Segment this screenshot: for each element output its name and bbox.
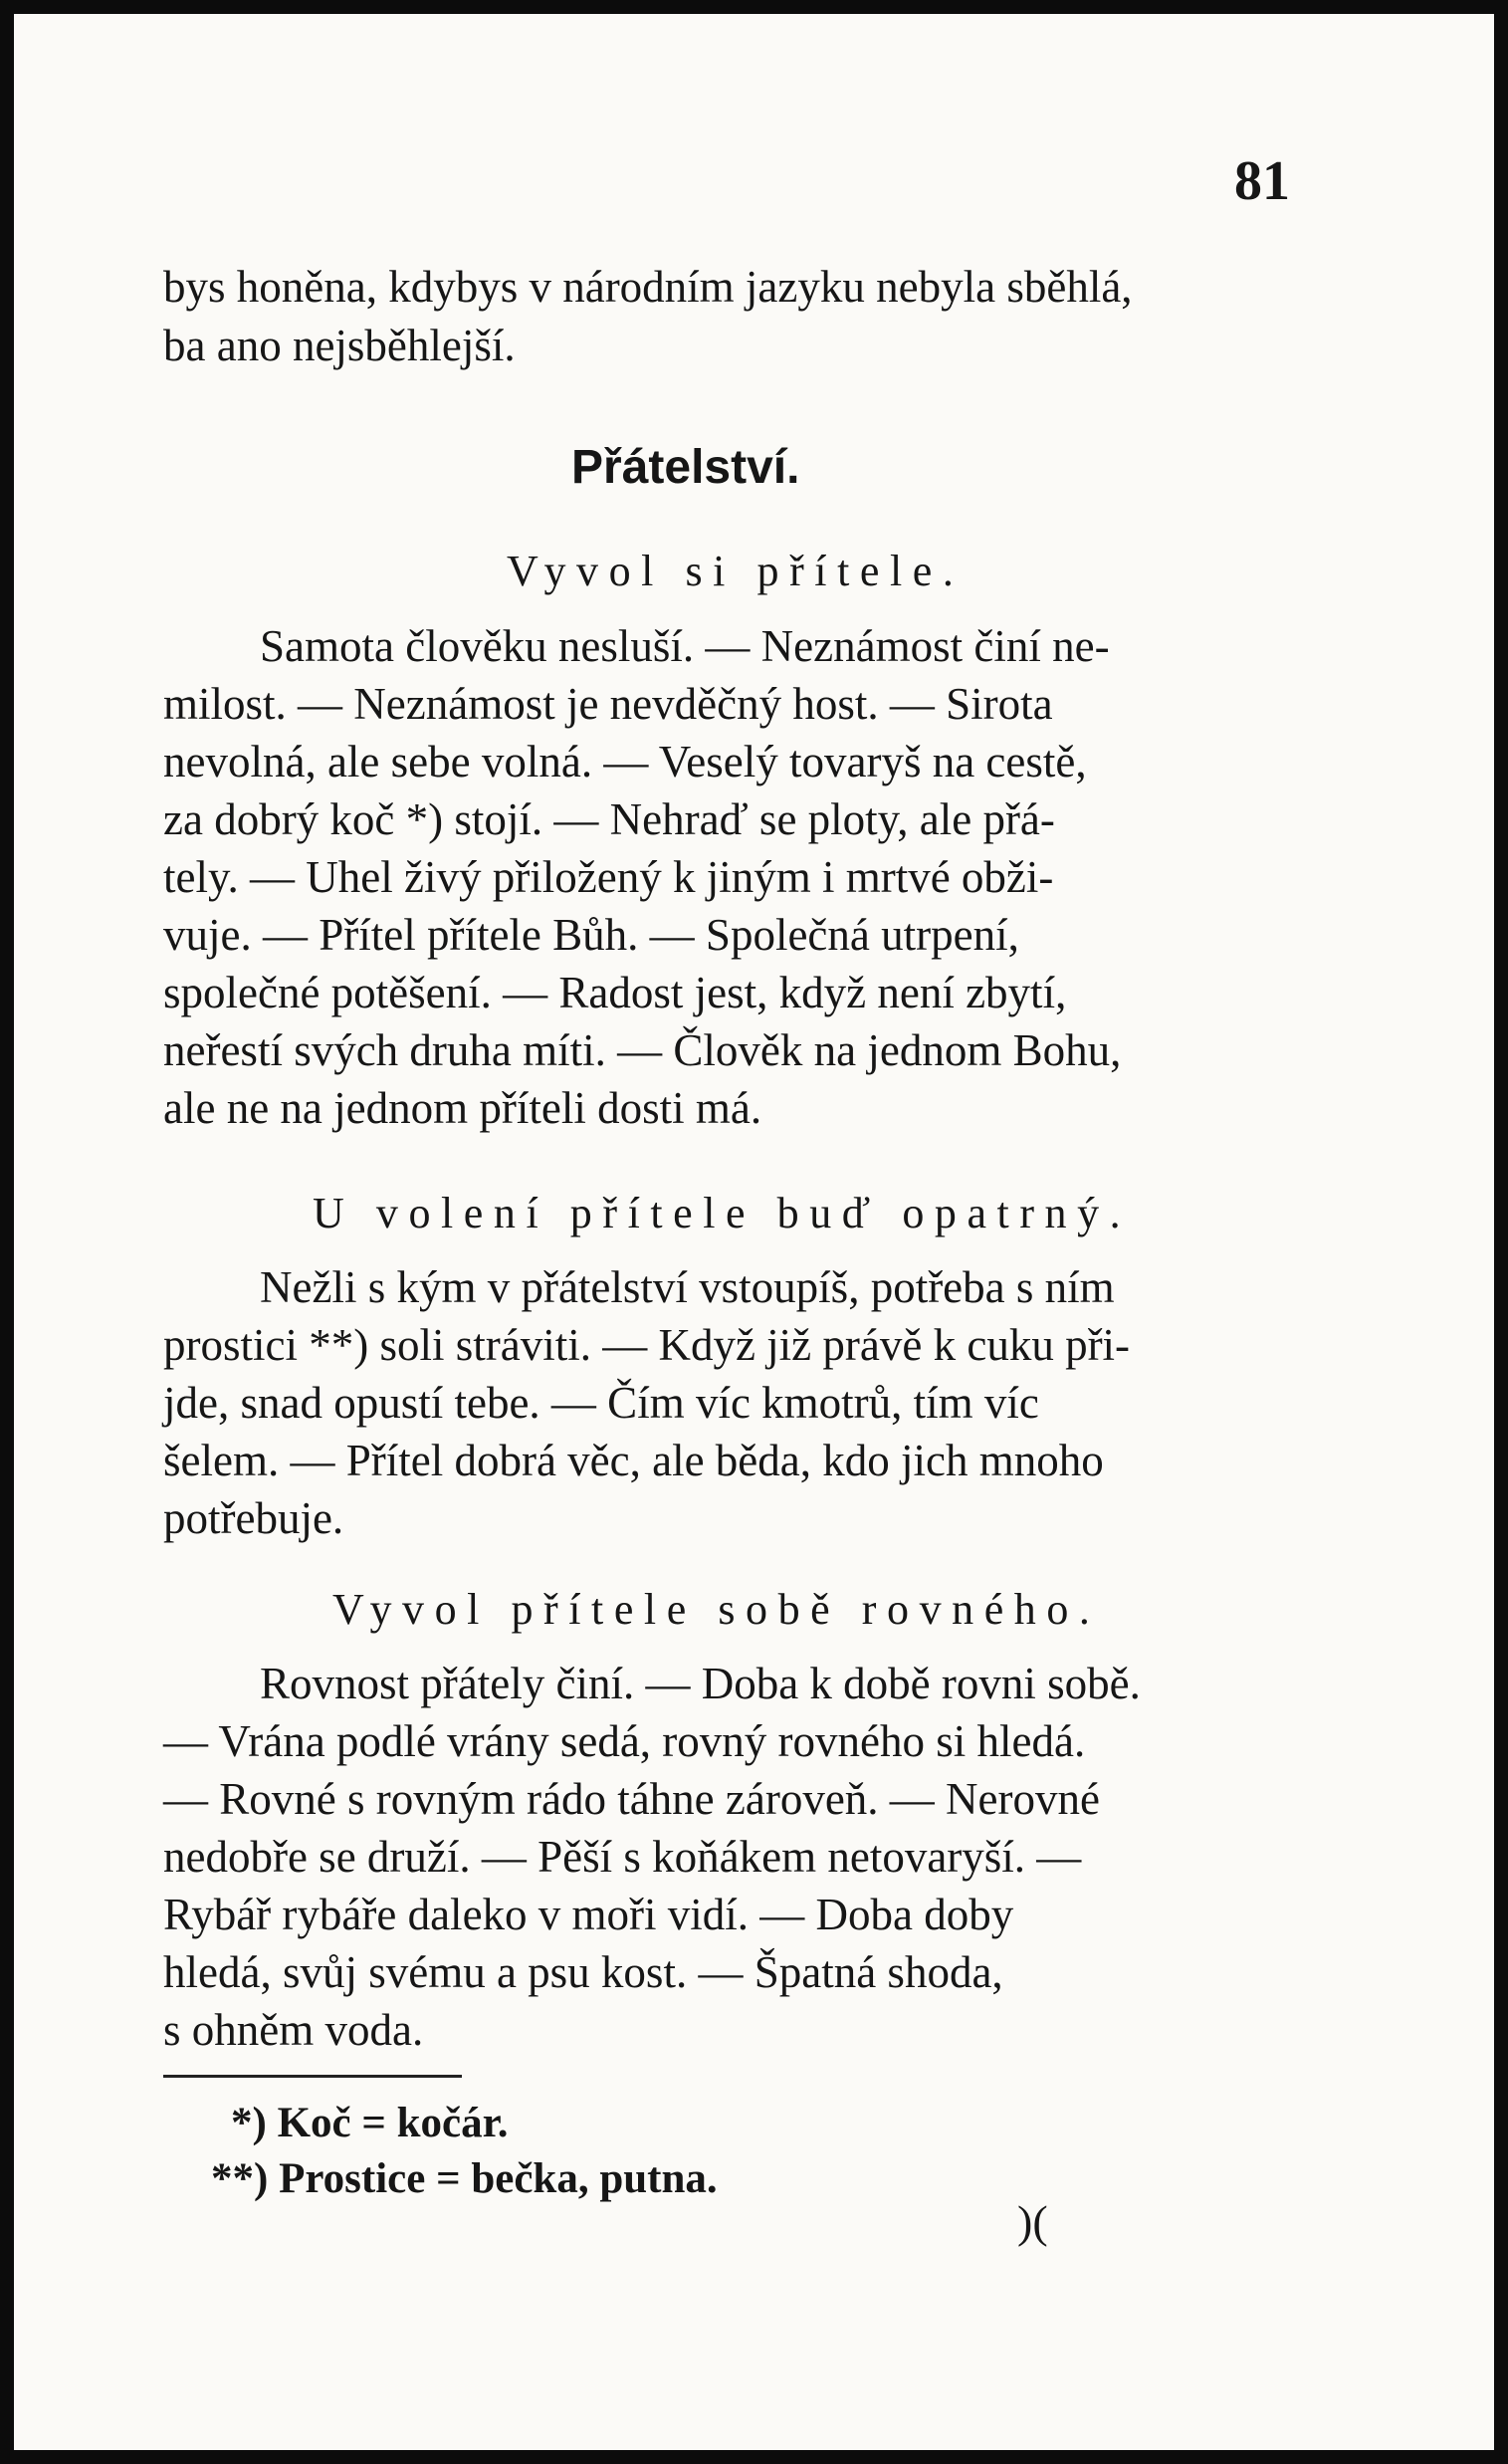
text-line: Nežli s kým v přátelství vstoupíš, potřeba s ním [260,1262,1115,1312]
text-line: nevolná, ale sebe volná. — Veselý tovaryš na cestě, [163,737,1087,786]
text-line: Samota člověku nesluší. — Neznámost činí ne- [260,621,1110,671]
text-line: neřestí svých druha míti. — Člověk na jednom Bohu, [163,1025,1122,1075]
footnote-rule [163,2075,462,2078]
text-line: ba ano nejsběhlejší. [163,321,516,370]
text-line: ale ne na jednom příteli dosti má. [163,1083,762,1133]
text-line: jde, snad opustí tebe. — Čím víc kmotrů, tím víc [163,1378,1039,1428]
text-line: bys honěna, kdybys v národním jazyku nebyla sběhlá, [163,262,1133,312]
text-line: — Vrána podlé vrány sedá, rovný rovného si hledá. [163,1716,1086,1766]
text-line: prostici **) soli stráviti. — Když již právě k cuku při- [163,1320,1131,1370]
text-line: — Rovné s rovným rádo táhne zároveň. — Nerovné [163,1774,1100,1824]
chapter-title: Přátelství. [571,441,800,494]
page-number: 81 [1234,150,1290,212]
book-page [14,14,1494,2450]
text-line: potřebuje. [163,1493,344,1543]
footnote: *) Koč = kočár. [231,2100,509,2146]
signature-mark: )( [1017,2196,1048,2247]
text-line: vuje. — Přítel přítele Bůh. — Společná utrpení, [163,910,1019,960]
footnote: **) Prostice = bečka, putna. [211,2155,718,2202]
text-line: za dobrý koč *) stojí. — Nehraď se ploty, ale přá- [163,794,1055,844]
text-line: společné potěšení. — Radost jest, když není zbytí, [163,968,1067,1017]
text-line: nedobře se druží. — Pěší s koňákem netovaryší. — [163,1832,1082,1882]
text-line: s ohněm voda. [163,2005,424,2055]
text-line: šelem. — Přítel dobrá věc, ale běda, kdo jich mnoho [163,1436,1104,1485]
text-line: Rybář rybáře daleko v moři vidí. — Doba doby [163,1890,1014,1939]
section-heading: U volení přítele buď opatrný. [313,1189,1132,1237]
section-heading: Vyvol přítele sobě rovného. [332,1585,1101,1634]
text-line: tely. — Uhel živý přiložený k jiným i mrtvé obži- [163,852,1054,902]
text-line: Rovnost přátely činí. — Doba k době rovni sobě. [260,1659,1141,1708]
section-heading: Vyvol si přítele. [507,547,965,595]
text-line: milost. — Neznámost je nevděčný host. — Sirota [163,679,1053,729]
text-line: hledá, svůj svému a psu kost. — Špatná shoda, [163,1947,1003,1997]
